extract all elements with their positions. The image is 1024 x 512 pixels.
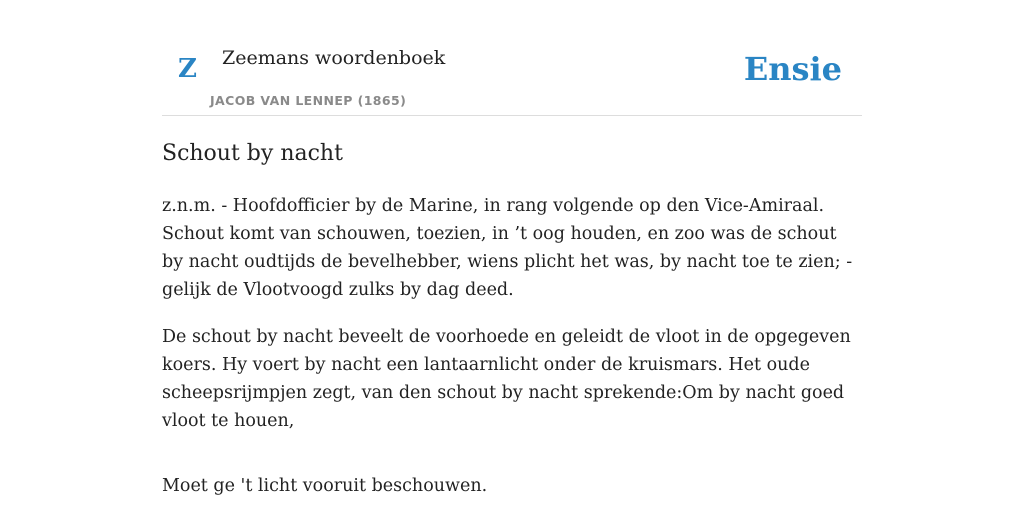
brand-logo-link[interactable]: Ensie [743,50,842,88]
book-author: JACOB VAN LENNEP (1865) [210,93,407,108]
book-letter-icon[interactable]: Z [178,54,197,84]
entry-paragraph: z.n.m. - Hoofdofficier by de Marine, in rang volgende op den Vice-Amiraal. Schout komt van schouwen, toezien, in ’t oog houden, en zoo was de schout by nacht oudtijds de bevelhebber, wiens plicht het was, by nacht toe te zien; - gelijk de Vlootvoogd zulks by dag deed. [162,196,853,300]
book-title-link[interactable]: Zeemans woordenboek [222,47,446,69]
entry-paragraph: De schout by nacht beveelt de voorhoede en geleidt de vloot in de opgegeven koers. Hy voert by nacht een lantaarnlicht onder de kruismars. Het oude scheepsrijmpjen zegt, van den schout by nacht sprekende:Om by nacht goed vloot te houen, [162,327,851,431]
entry-title: Schout by nacht [162,141,343,166]
page [162,0,862,496]
entry-verse: Moet ge 't licht vooruit beschouwen. [162,476,488,496]
entry-body [162,192,862,512]
header [162,0,862,116]
